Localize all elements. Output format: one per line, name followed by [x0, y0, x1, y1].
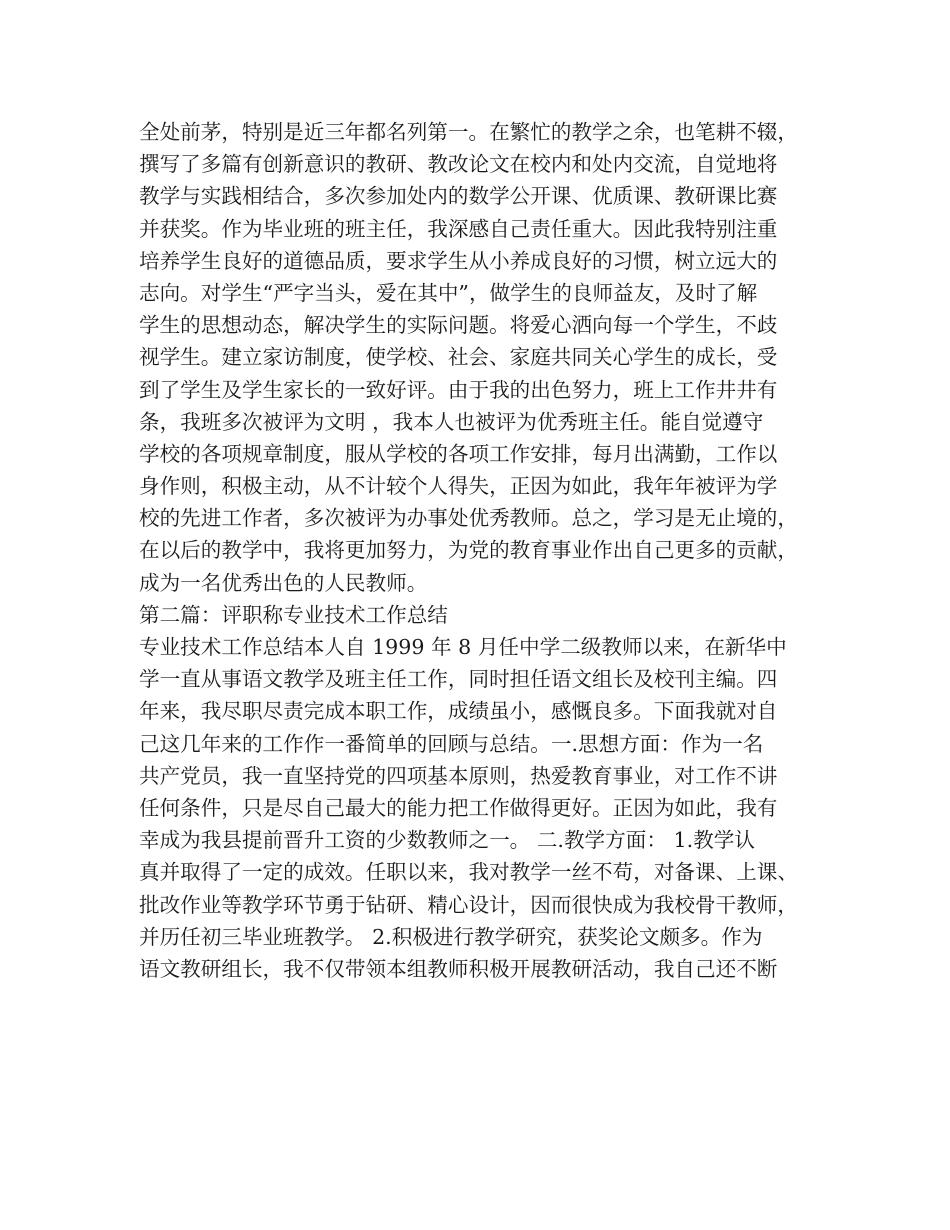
text-line: 到了学生及学生家长的一致好评。由于我的出色努力，班上工作井井有: [139, 377, 778, 402]
document-body: [139, 116, 829, 985]
text-line: 视学生。建立家访制度，使学校、社会、家庭共同关心学生的成长，受: [139, 345, 778, 370]
text-line: 真并取得了一定的成效。任职以来，我对教学一丝不苟，对备课、上课、: [139, 860, 798, 885]
text-line: 批改作业等教学环节勇于钻研、精心设计，因而很快成为我校骨干教师，: [139, 892, 798, 917]
text-line: 专业技术工作总结本人自 1999 年 8 月任中学二级教师以来，在新华中: [139, 635, 787, 659]
text-line: 己这几年来的工作作一番简单的回顾与总结。一.思想方面：作为一名: [139, 731, 764, 756]
text-line: 教学与实践相结合，多次参加处内的数学公开课、优质课、教研课比赛: [139, 184, 778, 209]
text-line: 年来，我尽职尽责完成本职工作，成绩虽小，感慨良多。下面我就对自: [139, 699, 778, 724]
text-line: 全处前茅，特别是近三年都名列第一。在繁忙的教学之余，也笔耕不辍，: [139, 120, 798, 144]
text-line: 语文教研组长，我不仅带领本组教师积极开展教研活动，我自己还不断: [139, 956, 778, 981]
text-line: 任何条件，只是尽自己最大的能力把工作做得更好。正因为如此，我有: [139, 795, 778, 820]
text-line: 条，我班多次被评为文明 ，我本人也被评为优秀班主任。能自觉遵守: [139, 409, 764, 434]
text-line: 并获奖。作为毕业班的班主任，我深感自己责任重大。因此我特别注重: [139, 216, 778, 241]
text-line: 志向。对学生“严字当头，爱在其中”，做学生的良师益友，及时了解: [139, 280, 758, 305]
text-line: 学生的思想动态，解决学生的实际问题。将爱心洒向每一个学生，不歧: [139, 313, 778, 338]
section-heading: 第二篇：评职称专业技术工作总结: [139, 602, 448, 627]
text-line: 身作则，积极主动，从不计较个人得失，正因为如此，我年年被评为学: [139, 474, 778, 499]
text-line: 培养学生良好的道德品质，要求学生从小养成良好的习惯，树立远大的: [139, 248, 778, 273]
text-line: 成为一名优秀出色的人民教师。: [139, 570, 428, 595]
text-line: 并历任初三毕业班教学。 2.积极进行教学研究，获奖论文颇多。作为: [139, 924, 763, 949]
text-line: 校的先进工作者，多次被评为办事处优秀教师。总之，学习是无止境的，: [139, 506, 798, 531]
text-line: 共产党员，我一直坚持党的四项基本原则，热爱教育事业，对工作不讲: [139, 763, 778, 788]
text-line: 学校的各项规章制度，服从学校的各项工作安排，每月出满勤，工作以: [139, 441, 778, 466]
text-line: 撰写了多篇有创新意识的教研、教改论文在校内和处内交流，自觉地将: [139, 152, 778, 177]
text-line: 学一直从事语文教学及班主任工作，同时担任语文组长及校刊主编。四: [139, 667, 778, 692]
text-line: 在以后的教学中，我将更加努力，为党的教育事业作出自己更多的贡献，: [139, 538, 798, 563]
text-line: 幸成为我县提前晋升工资的少数教师之一。 二.教学方面： 1.教学认: [139, 828, 755, 853]
